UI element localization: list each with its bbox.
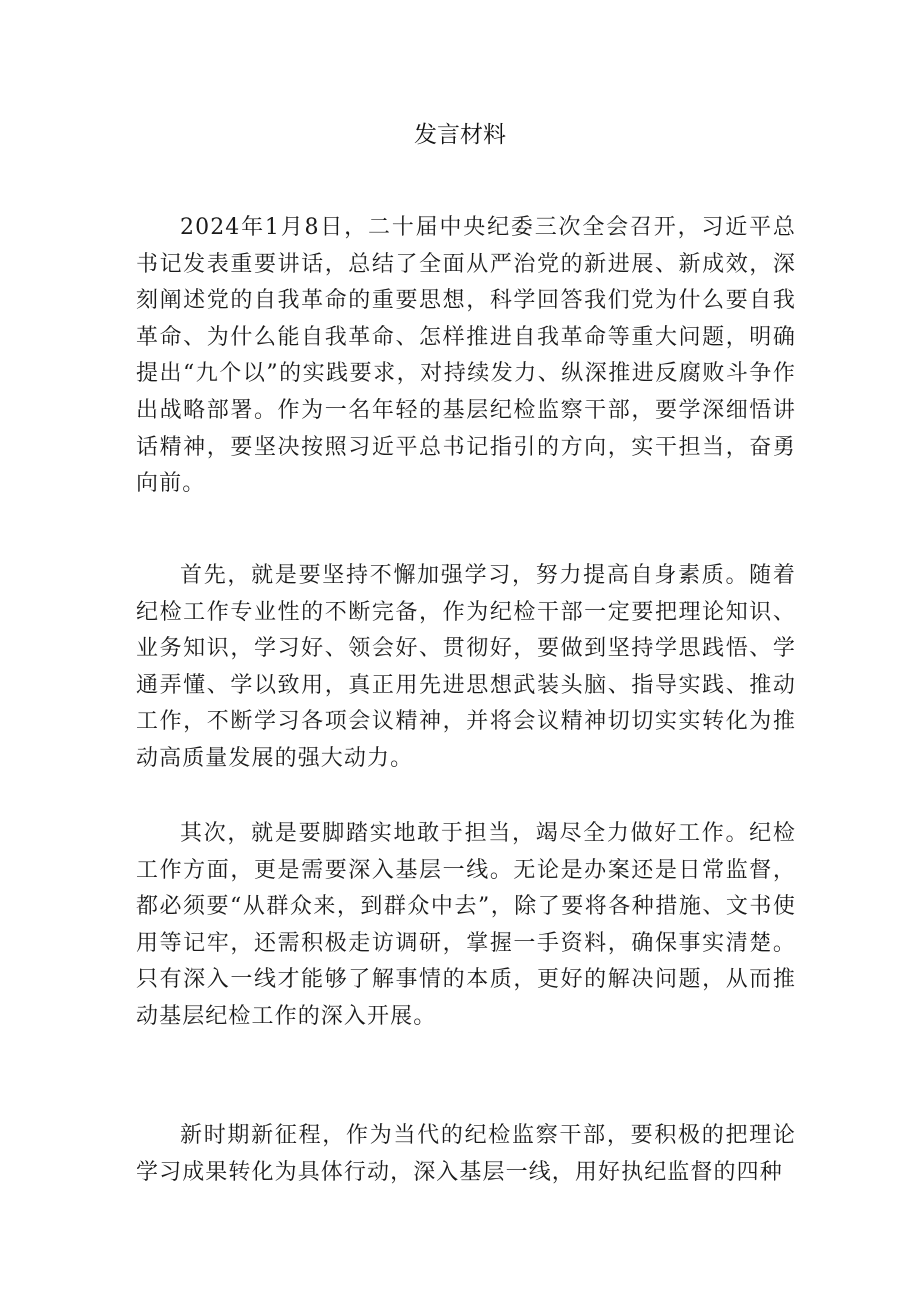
paragraph-closing: 新时期新征程，作为当代的纪检监察干部，要积极的把理论学习成果转化为具体行动，深入基层一线，用好执纪监督的四种 (136, 1123, 796, 1185)
paragraph-first: 首先，就是要坚持不懈加强学习，努力提高自身素质。随着纪检工作专业性的不断完备，作为纪检干部一定要把理论知识、业务知识，学习好、领会好、贯彻好，要做到坚持学思践悟、学通弄懂、学以致用，真正用先进思想武装头脑、指导实践、推动工作，不断学习各项会议精神，并将会议精神切切实实转化为推动高质量发展的强大动力。 (136, 563, 796, 771)
document-title: 发言材料 (414, 122, 506, 148)
paragraph-intro: 2024年1月8日，二十届中央纪委三次全会召开，习近平总书记发表重要讲话，总结了全面从严治党的新进展、新成效，深刻阐述党的自我革命的重要思想，科学回答我们党为什么要自我革命、为什么能自我革命、怎样推进自我革命等重大问题，明确提出“九个以”的实践要求，对持续发力、纵深推进反腐败斗争作出战略部署。作为一名年轻的基层纪检监察干部，要学深细悟讲话精神，要坚决按照习近平总书记指引的方向，实干担当，奋勇向前。 (136, 215, 796, 497)
paragraph-second: 其次，就是要脚踏实地敢于担当，竭尽全力做好工作。纪检工作方面，更是需要深入基层一线。无论是办案还是日常监督，都必须要“从群众来，到群众中去”，除了要将各种措施、文书使用等记牢，还需积极走访调研，掌握一手资料，确保事实清楚。只有深入一线才能够了解事情的本质，更好的解决问题，从而推动基层纪检工作的深入开展。 (136, 821, 796, 1029)
